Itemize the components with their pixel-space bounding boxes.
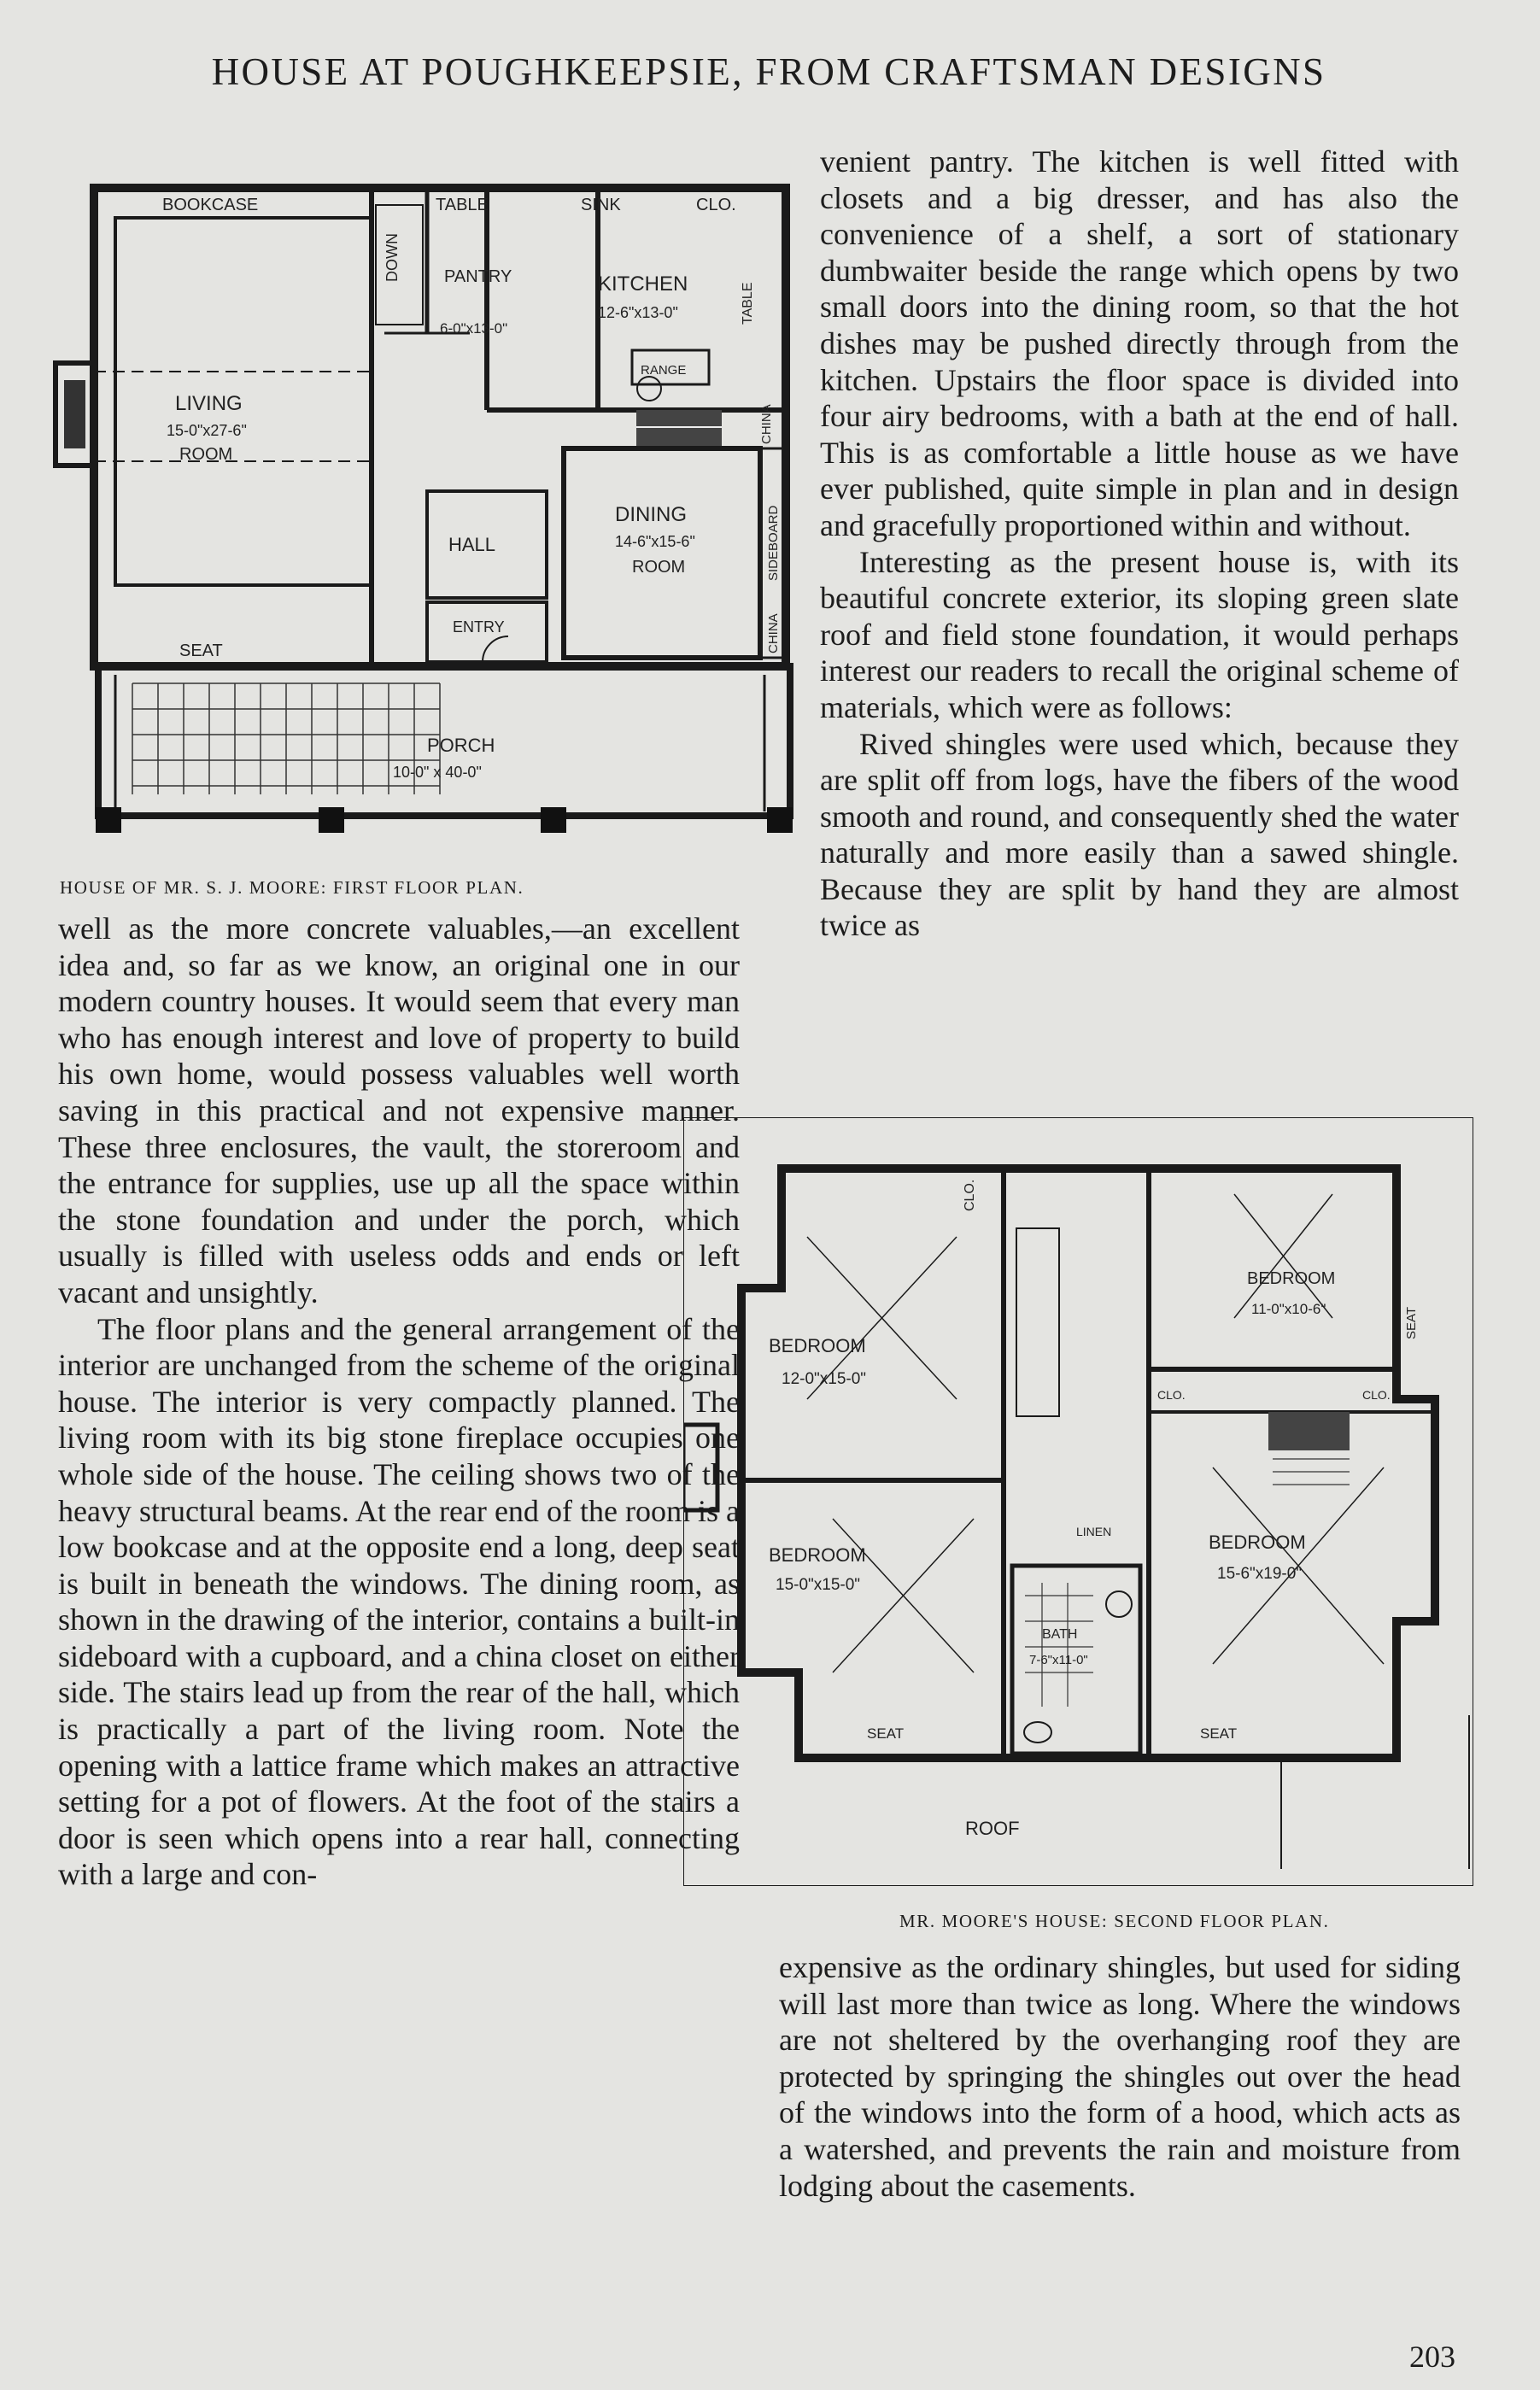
label-kitchen-table: TABLE bbox=[741, 282, 755, 325]
label-kitchen-size: 12-6"x13-0" bbox=[598, 304, 678, 321]
label-bedroom-nw-size: 12-0"x15-0" bbox=[782, 1370, 867, 1388]
label-bedroom-ne: BEDROOM bbox=[1247, 1269, 1336, 1288]
second-floor-caption: MR. MOORE'S HOUSE: SECOND FLOOR PLAN. bbox=[899, 1911, 1330, 1931]
label-dining-size: 14-6"x15-6" bbox=[615, 533, 695, 550]
label-seat-right: SEAT bbox=[1404, 1306, 1419, 1339]
label-bath: BATH bbox=[1042, 1627, 1078, 1642]
paragraph: well as the more concrete valuables,—an excellent idea and, so far as we know, an original one in our modern country houses. It would seem that every man who has enough interest and love of property to build his own home, would possess valuables well worth saving in this practical and not expensive manner. These three enclosures, the vault, the storeroom and the entrance for supplies, use up all the space within the stone foundation and under the porch, which usually is filled with useless odds and ends or left vacant and unsightly. bbox=[58, 911, 740, 1309]
label-living: LIVING bbox=[175, 392, 243, 415]
label-table: TABLE bbox=[436, 196, 489, 214]
label-entry: ENTRY bbox=[453, 618, 505, 636]
paragraph: The floor plans and the general arrangement of the interior are unchanged from the scheme of the original house. The interior is very compactly planned. The living room with its big stone fireplace occupies one whole side of the house. The ceiling shows two of the heavy structural beams. At the rear end of the room is a low bookcase and at the opposite end a long, deep seat is built in beneath the windows. The dining room, as shown in the drawing of the interior, contains a built-in sideboard with a cupboard, and a china closet on either side. The stairs lead up from the rear of the hall, which is practically a part of the living room. Note the opening with a lattice frame which makes an attractive setting for a pot of flowers. At the foot of the stairs a door is seen which opens into a rear hall, connecting with a large and con- bbox=[58, 1311, 740, 1892]
label-living-size: 15-0"x27-6" bbox=[167, 422, 247, 439]
first-floor-caption: HOUSE OF MR. S. J. MOORE: FIRST FLOOR PLAN. bbox=[60, 877, 524, 898]
label-bath-size: 7-6"x11-0" bbox=[1029, 1653, 1088, 1667]
label-bedroom-sw-size: 15-0"x15-0" bbox=[776, 1576, 861, 1594]
label-clo: CLO. bbox=[696, 196, 736, 214]
paragraph: venient pantry. The kitchen is well fitted with closets and a big dresser, and has also the convenience of a shelf, a sort of stationary dumbwaiter beside the range which opens by two small doors into the dining room, so that the hot dishes may be pushed directly through from the kitchen. Upstairs the floor space is divided into four airy bedrooms, with a bath at the end of hall. This is as comfortable a little house as we have ever published, quite simple in plan and in design and gracefully proportioned within and without. bbox=[820, 144, 1459, 542]
label-range: RANGE bbox=[641, 363, 687, 378]
label-kitchen: KITCHEN bbox=[598, 272, 688, 296]
label-clo-mid-left: CLO. bbox=[1157, 1388, 1186, 1402]
page-header: HOUSE AT POUGHKEEPSIE, FROM CRAFTSMAN DESIGNS bbox=[211, 50, 1326, 93]
label-porch-size: 10-0" x 40-0" bbox=[393, 764, 482, 781]
paragraph: Rived shingles were used which, because they are split off from logs, have the fibers of the wood smooth and round, and consequently shed the water naturally and more easily than a sawed shingle. Because they are split by hand they are almost twice as bbox=[820, 726, 1459, 943]
label-porch: PORCH bbox=[427, 735, 495, 756]
label-pantry-size: 6-0"x13-0" bbox=[440, 320, 508, 337]
label-living-room: ROOM bbox=[179, 445, 233, 464]
label-sink: SINK bbox=[581, 196, 621, 214]
label-seat: SEAT bbox=[179, 641, 223, 660]
label-down: DOWN bbox=[384, 233, 401, 282]
page-number: 203 bbox=[1409, 2340, 1455, 2374]
paragraph: expensive as the ordinary shingles, but used for siding will last more than twice as long. Where the windows are not sheltered by the overhanging roof they are protected by springing the shingles out over the head of the windows into the form of a hood, which acts as a watershed, and prevents the rain and moisture from lodging about the casements. bbox=[779, 1950, 1461, 2203]
label-bookcase: BOOKCASE bbox=[162, 196, 259, 214]
label-seat-mid: SEAT bbox=[1200, 1725, 1238, 1742]
right-column-bottom bbox=[779, 1949, 1461, 2204]
first-floor-plan bbox=[51, 154, 803, 863]
label-bedroom-sw: BEDROOM bbox=[769, 1544, 866, 1566]
label-china-top: CHINA bbox=[759, 404, 774, 444]
label-hall: HALL bbox=[448, 534, 496, 555]
left-column bbox=[58, 911, 740, 1893]
label-seat-left: SEAT bbox=[867, 1725, 905, 1742]
label-china-bottom: CHINA bbox=[766, 613, 781, 653]
label-linen: LINEN bbox=[1076, 1525, 1112, 1538]
label-sideboard: SIDEBOARD bbox=[766, 505, 781, 581]
paragraph: Interesting as the present house is, with its beautiful concrete exterior, its sloping green slate roof and field stone foundation, it would perhaps interest our readers to recall the original scheme of materials, which were as follows: bbox=[820, 544, 1459, 724]
second-floor-plan bbox=[683, 1117, 1473, 1886]
label-bedroom-ne-size: 11-0"x10-6" bbox=[1251, 1301, 1326, 1317]
label-clo-mid-right: CLO. bbox=[1362, 1388, 1391, 1402]
label-roof: ROOF bbox=[965, 1818, 1020, 1839]
right-column-top bbox=[820, 144, 1459, 944]
label-bedroom-nw: BEDROOM bbox=[769, 1335, 866, 1356]
label-pantry: PANTRY bbox=[444, 267, 512, 286]
label-dining: DINING bbox=[615, 503, 687, 526]
label-bedroom-se: BEDROOM bbox=[1209, 1532, 1306, 1553]
label-clo-top: CLO. bbox=[963, 1179, 977, 1211]
label-dining-room: ROOM bbox=[632, 558, 686, 577]
label-bedroom-se-size: 15-6"x19-0" bbox=[1217, 1565, 1303, 1583]
